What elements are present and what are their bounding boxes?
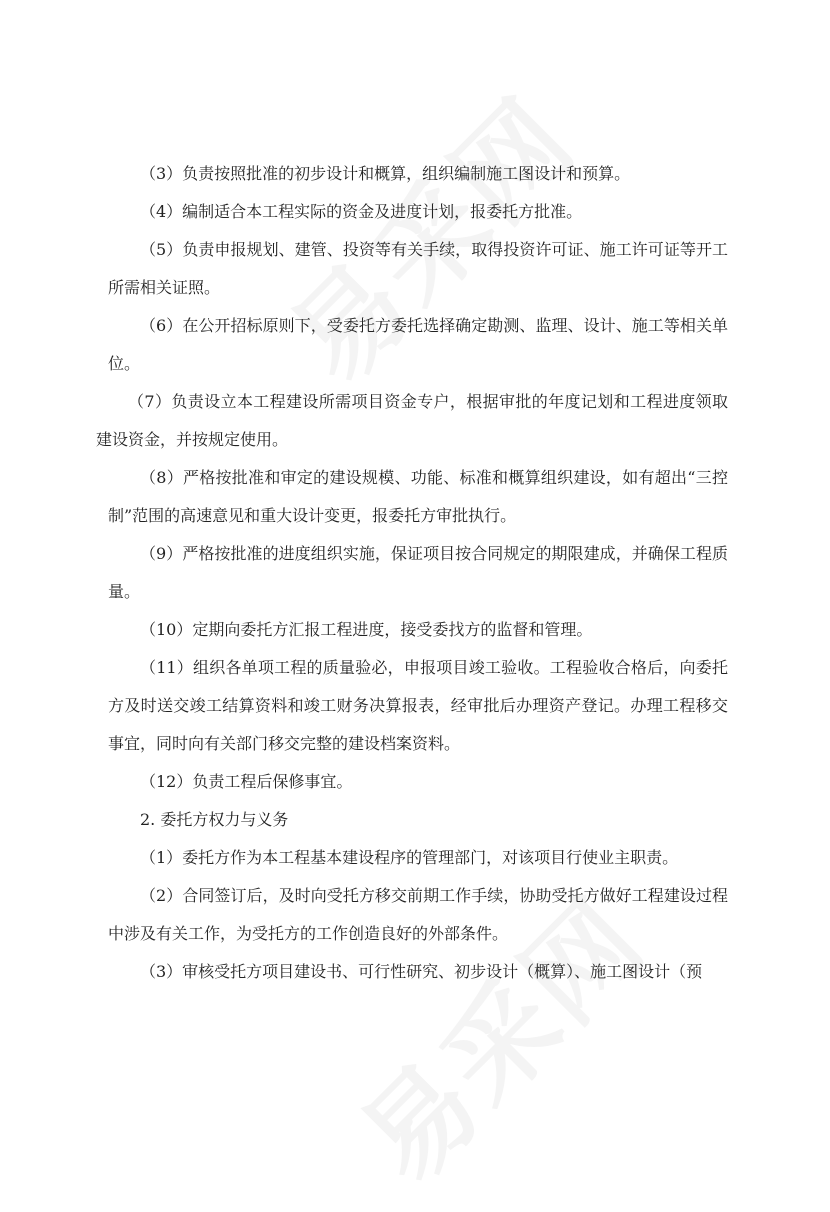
paragraph: （3）审核受托方项目建设书、可行性研究、初步设计（概算）、施工图设计（预: [140, 962, 703, 981]
paragraph: （11）组织各单项工程的质量验必，申报项目竣工验收。工程验收合格后，向委托方及时送交竣工结算资料和竣工财务决算报表，经审批后办理资产登记。办理工程移交事宜，同时向有关部门移交完整的建设档案资料。: [108, 658, 728, 753]
paragraph: （3）负责按照批准的初步设计和概算，组织编制施工图设计和预算。: [140, 164, 631, 183]
section-heading: 2. 委托方权力与义务: [140, 810, 289, 829]
paragraph: （5）负责申报规划、建管、投资等有关手续，取得投资许可证、施工许可证等开工所需相关证照。: [108, 240, 728, 297]
paragraph: （2）合同签订后，及时向受托方移交前期工作手续，协助受托方做好工程建设过程中涉及有关工作，为受托方的工作创造良好的外部条件。: [108, 886, 728, 943]
paragraph: （10）定期向委托方汇报工程进度，接受委找方的监督和管理。: [140, 620, 593, 639]
paragraph: （4）编制适合本工程实际的资金及进度计划，报委托方批准。: [140, 202, 583, 221]
paragraph: （8）严格按批准和审定的建设规模、功能、标准和概算组织建设，如有超出“三控制”范围的高速意见和重大设计变更，报委托方审批执行。: [108, 468, 728, 525]
paragraph: （9）严格按批准的进度组织实施，保证项目按合同规定的期限建成，并确保工程质量。: [108, 544, 728, 601]
paragraph: （1）委托方作为本工程基本建设程序的管理部门，对该项目行使业主职责。: [140, 848, 679, 867]
document-body: [96, 155, 728, 991]
paragraph: （7）负责设立本工程建设所需项目资金专户，根据审批的年度记划和工程进度领取建设资金，并按规定使用。: [96, 392, 728, 449]
paragraph: （12）负责工程后保修事宜。: [140, 772, 353, 791]
paragraph: （6）在公开招标原则下，受委托方委托选择确定勘测、监理、设计、施工等相关单位。: [108, 316, 728, 373]
